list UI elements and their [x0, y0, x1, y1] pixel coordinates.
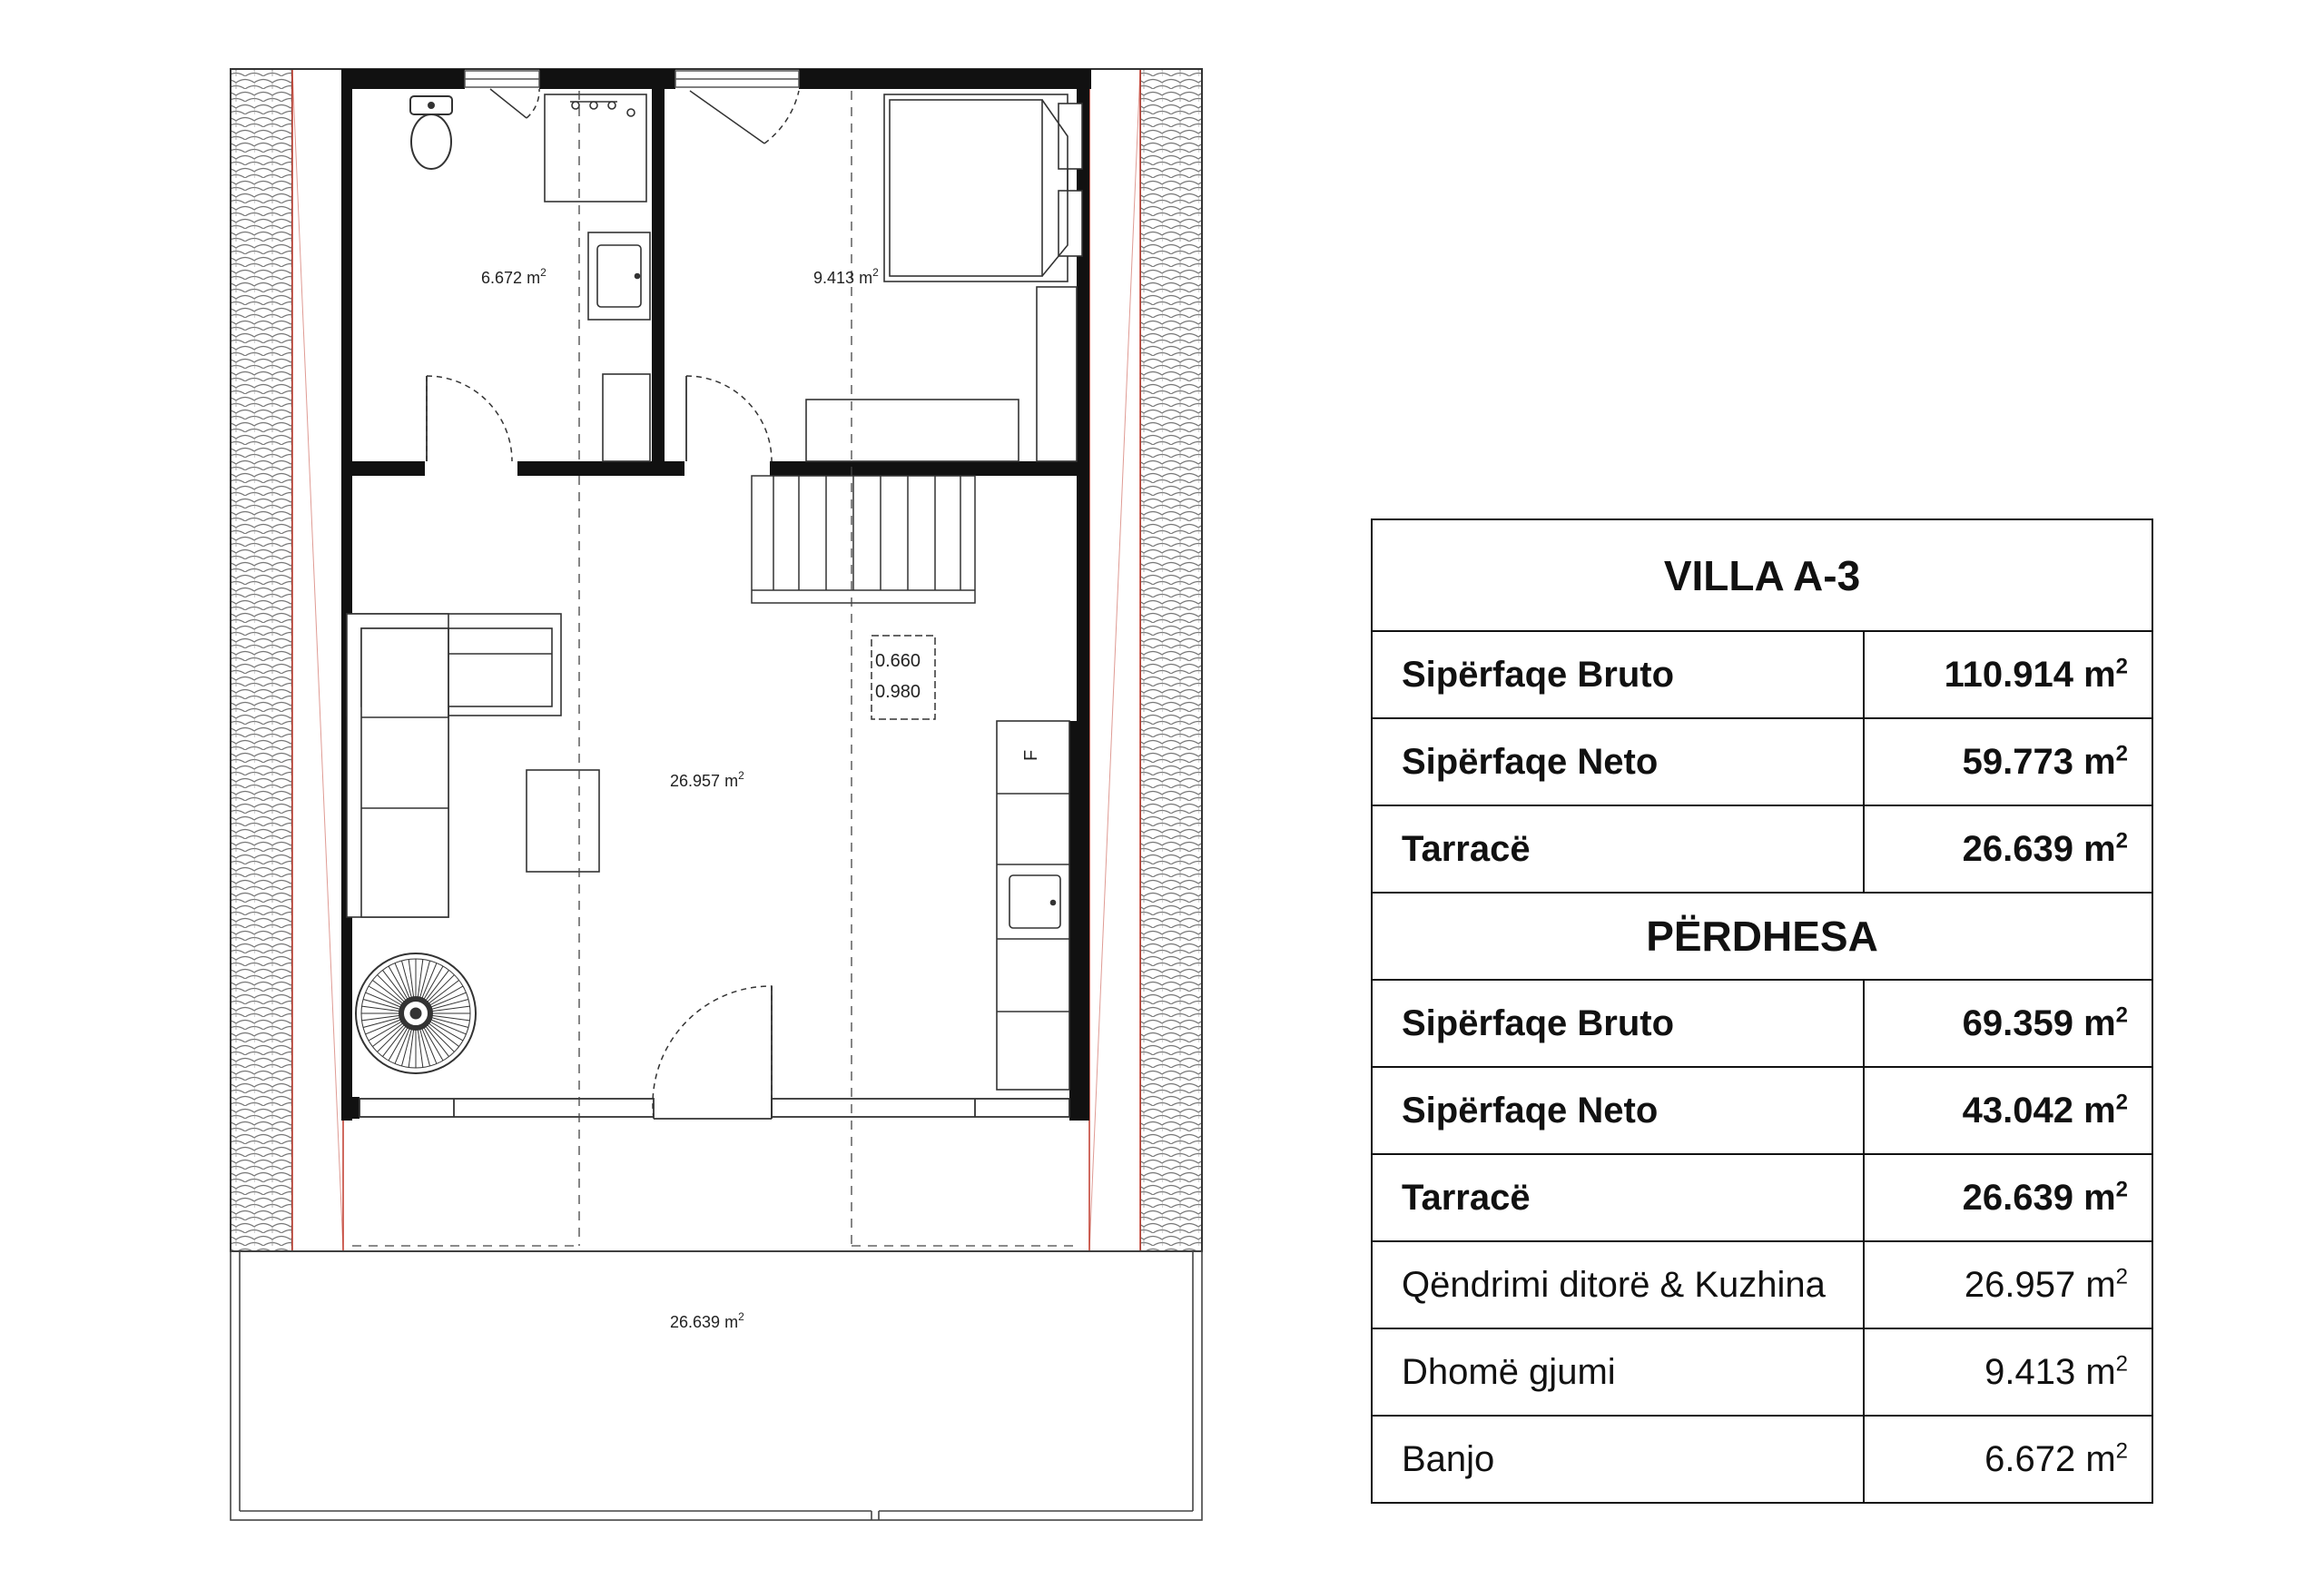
living-area-label: 26.957 $m^2$: [670, 769, 744, 790]
rug-spoke: [418, 1028, 423, 1068]
row-label: Sipërfaqe Neto: [1372, 718, 1864, 805]
rug-spoke: [409, 960, 414, 1000]
row-label: Dhomë gjumi: [1372, 1328, 1864, 1416]
bedroom-area-label: 9.413 $m^2$: [813, 266, 879, 287]
rug-spoke: [363, 999, 402, 1009]
toilet-icon: [410, 96, 452, 169]
rug-spoke: [429, 1017, 468, 1027]
row-value: 9.413 $m^2$: [1864, 1328, 2152, 1416]
terrace-railing: [231, 1251, 1202, 1520]
roof-left: [231, 69, 292, 1251]
table-title-row: [1372, 519, 2152, 631]
table-row: [1372, 1416, 2152, 1503]
rug-spoke: [419, 961, 429, 1000]
row-value: 43.042 $m^2$: [1864, 1067, 2152, 1154]
rug-spoke: [430, 1006, 470, 1012]
row-value: 26.639 $m^2$: [1864, 1154, 2152, 1241]
row-value: 59.773 $m^2$: [1864, 718, 2152, 805]
rug-spoke: [419, 1027, 429, 1066]
rug-spoke: [362, 1006, 402, 1012]
area-summary-table: [1371, 518, 2153, 1504]
terrace-area-label: 26.639 $m^2$: [670, 1310, 744, 1331]
fridge-label: F: [1021, 749, 1041, 761]
row-label: Sipërfaqe Bruto: [1372, 631, 1864, 718]
bathroom-door: [427, 376, 512, 461]
row-value: 110.914 $m^2$: [1864, 631, 2152, 718]
table-row: [1372, 980, 2152, 1067]
table-row: [1372, 631, 2152, 718]
table-row: [1372, 1067, 2152, 1154]
rug-spoke: [401, 961, 411, 1000]
row-value: 26.639 $m^2$: [1864, 805, 2152, 893]
row-label: Sipërfaqe Neto: [1372, 1067, 1864, 1154]
table-section-row: [1372, 893, 2152, 980]
row-value: 69.359 $m^2$: [1864, 980, 2152, 1067]
rug-spoke: [363, 1017, 402, 1027]
row-value: 26.957 $m^2$: [1864, 1241, 2152, 1328]
row-label: Tarracë: [1372, 805, 1864, 893]
rug-spoke: [418, 960, 423, 1000]
bath-sink-icon: [588, 232, 650, 461]
row-label: Qëndrimi ditorë & Kuzhina: [1372, 1241, 1864, 1328]
table-row: [1372, 718, 2152, 805]
row-label: Banjo: [1372, 1416, 1864, 1503]
rug-spoke: [362, 1015, 402, 1021]
rug-spoke: [430, 1015, 470, 1021]
table-row: [1372, 1241, 2152, 1328]
bathroom-area-label: 6.672 $m^2$: [481, 266, 547, 287]
rug-spoke: [409, 1028, 414, 1068]
row-value: 6.672 $m^2$: [1864, 1416, 2152, 1503]
row-label: Sipërfaqe Bruto: [1372, 980, 1864, 1067]
row-label: Tarracë: [1372, 1154, 1864, 1241]
table-row: [1372, 1328, 2152, 1416]
rug-spoke: [401, 1027, 411, 1066]
roof-right: [1140, 69, 1202, 1251]
section-title: PËRDHESA: [1372, 893, 2152, 980]
kitchen-counter: [997, 721, 1069, 1090]
table-row: [1372, 1154, 2152, 1241]
stair-depth-label: 0.980: [875, 682, 921, 702]
stair-width-label: 0.660: [875, 651, 921, 671]
shower-icon: [545, 94, 646, 202]
rug-spoke: [429, 999, 468, 1009]
stairs: [752, 476, 975, 603]
entrance-door: [653, 986, 772, 1119]
table-title: VILLA A-3: [1372, 519, 2152, 631]
table-row: [1372, 805, 2152, 893]
coffee-table: [527, 770, 599, 872]
